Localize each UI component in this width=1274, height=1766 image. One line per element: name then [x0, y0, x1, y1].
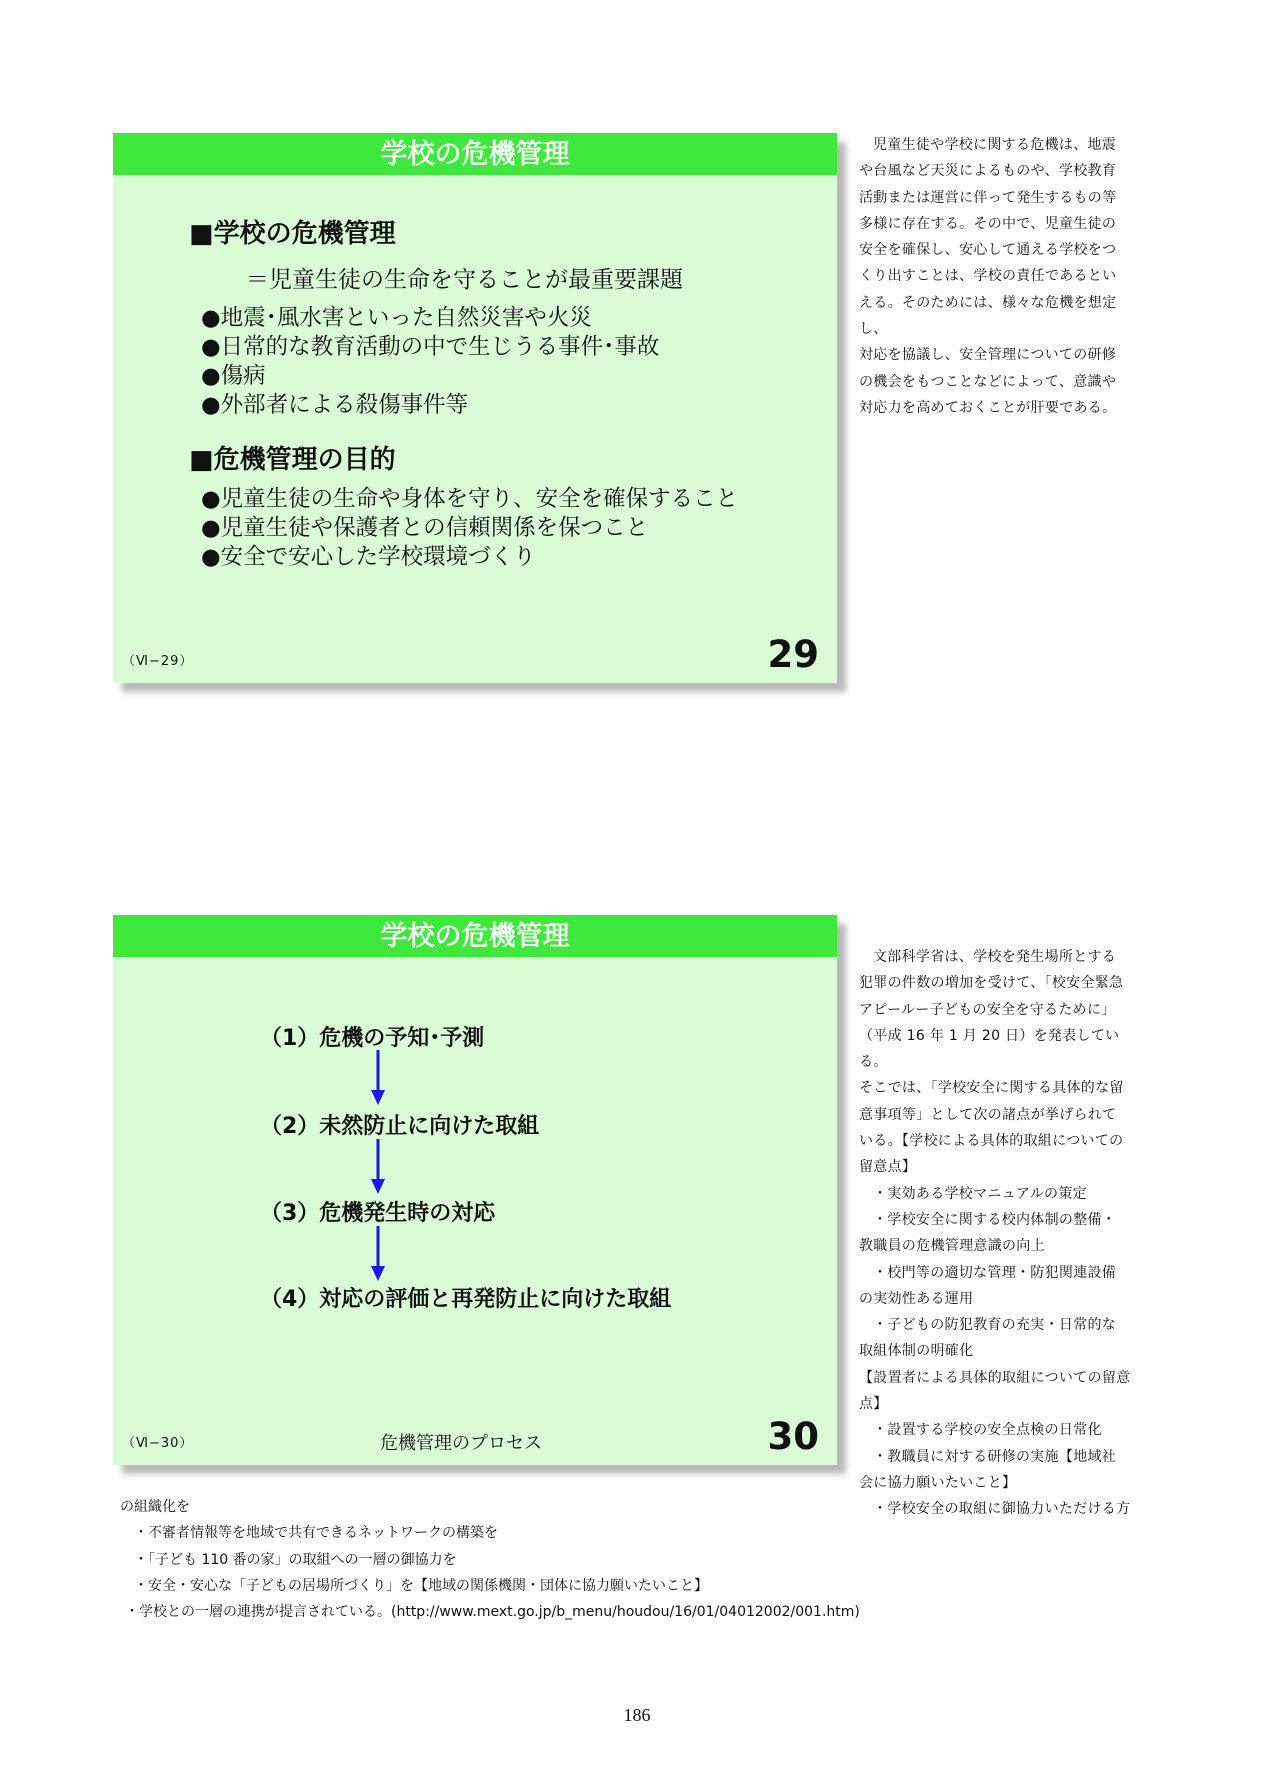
slide-30 [113, 915, 837, 1465]
note-line: そこでは、「学校安全に関する具体的な留 [859, 1080, 1124, 1097]
slide-number: 30 [767, 1415, 819, 1458]
down-arrow-icon [370, 1226, 386, 1282]
note-line: 多様に存在する。その中で、児童生徒の [859, 215, 1117, 232]
note-line: 意事項等」として次の諸点が挙げられて [859, 1106, 1117, 1123]
note-line: （平成 16 年 1 月 20 日）を発表している。 [859, 1027, 1120, 1071]
list-item: ●地震･風水害といった自然災害や火災 [201, 305, 592, 331]
note-line: ・学校との一層の連携が提言されている。(http://www.mext.go.jp/b_menu/houdou/16/01/04012002/001.htm) [125, 1604, 860, 1621]
slide-29-note [859, 132, 1144, 421]
process-step-2: （2）未然防止に向けた取組 [260, 1114, 540, 1139]
section-heading-purpose: ■危機管理の目的 [189, 445, 396, 475]
note-line: 安全を確保し、安心して通える学校をつ [859, 242, 1117, 259]
note-line: ・実効ある学校マニュアルの策定 [873, 1185, 1087, 1202]
note-line: ・不審者情報等を地域で共有できるネットワークの構築を [134, 1525, 498, 1542]
list-item: ●日常的な教育活動の中で生じうる事件･事故 [201, 334, 660, 360]
note-continuation [120, 1494, 1140, 1625]
note-line: の機会をもつことなどによって、意識や [859, 373, 1117, 390]
note-line: の実効性ある運用 [859, 1290, 974, 1307]
note-line: 対応を協議し、安全管理についての研修 [859, 347, 1117, 364]
down-arrow-icon [370, 1139, 386, 1195]
slide-title: 学校の危機管理 [113, 915, 837, 957]
note-line: 会に協力願いたいこと】 [859, 1474, 1017, 1491]
note-line: 犯罪の件数の増加を受けて、「校安全緊急 [859, 975, 1124, 992]
slide-number: 29 [767, 633, 819, 676]
slide-29 [113, 133, 837, 683]
process-step-4: （4）対応の評価と再発防止に向けた取組 [260, 1287, 672, 1312]
note-line: ・学校安全に関する校内体制の整備・ [873, 1211, 1117, 1228]
section-subtitle: ＝児童生徒の生命を守ることが最重要課題 [246, 267, 683, 293]
note-line: ・校門等の適切な管理・防犯関連設備 [873, 1264, 1117, 1281]
section-heading-crisis-management: ■学校の危機管理 [189, 219, 396, 249]
note-line: ・子どもの防犯教育の充実・日常的な [873, 1317, 1117, 1334]
note-line: ・「子ども 110 番の家」の取組への一層の御協力を [134, 1551, 457, 1568]
slide-title: 学校の危機管理 [113, 133, 837, 175]
note-line: ・設置する学校の安全点検の日常化 [873, 1422, 1102, 1439]
note-line: 文部科学省は、学校を発生場所とする [873, 949, 1117, 965]
note-line: くり出すことは、学校の責任であるとい [859, 268, 1117, 285]
process-step-1: （1）危機の予知･予測 [260, 1026, 485, 1051]
list-item: ●外部者による殺傷事件等 [201, 392, 469, 418]
note-line: ・教職員に対する研修の実施【地域社 [873, 1448, 1117, 1465]
note-line: の組織化を [120, 1499, 190, 1515]
list-item: ●傷病 [201, 363, 266, 389]
note-line: 点】 [859, 1396, 888, 1413]
note-line: 対応力を高めておくことが肝要である。 [859, 399, 1117, 416]
slide-reference: （Ⅵ−29） [122, 654, 194, 669]
note-line: アピールー子どもの安全を守るために」 [859, 1001, 1116, 1018]
list-item: ●児童生徒や保護者との信頼関係を保つこと [201, 515, 649, 541]
list-item: ●児童生徒の生命や身体を守り、安全を確保すること [201, 486, 739, 512]
slide-caption: 危機管理のプロセス [380, 1433, 542, 1454]
note-line: 取組体制の明確化 [859, 1343, 974, 1360]
note-line: 活動または運営に伴って発生するもの等 [859, 189, 1117, 206]
note-line: える。そのためには、様々な危機を想定し、 [859, 294, 1117, 338]
crisis-list [201, 304, 659, 420]
purpose-list [201, 485, 738, 572]
note-line: 教職員の危機管理意識の向上 [859, 1238, 1045, 1255]
note-line: ・学校安全の取組に御協力いただける方 [873, 1501, 1131, 1518]
note-line: 留意点】 [859, 1159, 917, 1176]
note-line: 【設置者による具体的取組についての留意 [859, 1369, 1131, 1386]
process-step-3: （3）危機発生時の対応 [260, 1201, 496, 1226]
note-line: 児童生徒や学校に関する危機は、地震 [873, 137, 1117, 153]
page-number: 186 [623, 1705, 651, 1725]
slide-reference: （Ⅵ−30） [122, 1436, 194, 1451]
down-arrow-icon [370, 1050, 386, 1106]
note-line: や台風など天災によるものや、学校教育 [859, 163, 1117, 180]
list-item: ●安全で安心した学校環境づくり [201, 544, 536, 570]
slide-30-note [859, 944, 1144, 1523]
note-line: いる。【学校による具体的取組についての [859, 1133, 1124, 1150]
note-line: ・安全・安心な「子どもの居場所づくり」を【地域の関係機関・団体に協力願いたいこと】 [134, 1577, 708, 1594]
